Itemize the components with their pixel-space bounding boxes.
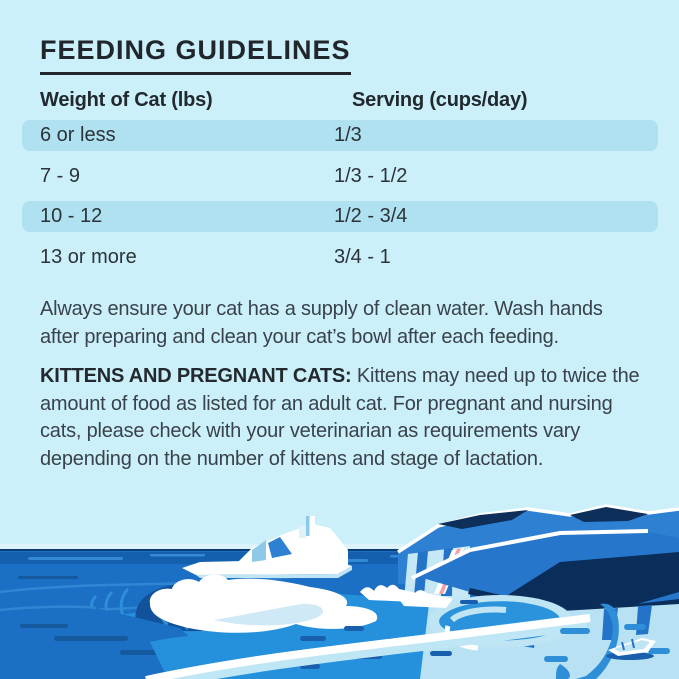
table-row <box>22 161 658 192</box>
table-header <box>40 89 639 112</box>
table-row <box>22 120 658 151</box>
note-line: amount of food as listed for an adult cat. For pregnant and nursing <box>40 392 613 415</box>
weight-cell: 7 - 9 <box>40 164 81 187</box>
note-line: after preparing and clean your cat’s bowl after each feeding. <box>40 325 559 348</box>
page-title: FEEDING GUIDELINES <box>40 36 351 75</box>
note-line-rest: Kittens may need up to twice the <box>351 365 640 387</box>
note-line: cats, please check with your veterinarian as requirements vary <box>40 420 581 442</box>
serving-cell: 1/3 - 1/2 <box>334 164 408 187</box>
serving-cell: 1/3 <box>334 124 362 146</box>
col-header-weight: Weight of Cat (lbs) <box>40 89 213 111</box>
serving-cell: 3/4 - 1 <box>334 246 391 269</box>
weight-cell: 10 - 12 <box>40 205 103 228</box>
weight-cell: 6 or less <box>40 124 116 146</box>
note-line <box>40 363 649 391</box>
note-kittens-label: KITTENS AND PREGNANT CATS: <box>40 365 352 387</box>
weight-cell: 13 or more <box>40 246 137 269</box>
note-kittens-pregnant <box>40 363 649 473</box>
col-header-serving: Serving (cups/day) <box>352 89 528 111</box>
serving-cell: 1/2 - 3/4 <box>334 205 408 228</box>
coastal-illustration <box>0 488 679 679</box>
note-clean-water <box>40 296 649 351</box>
note-line: depending on the number of kittens and stage of lactation. <box>40 447 544 470</box>
table-row <box>22 242 658 273</box>
feeding-table <box>22 120 658 283</box>
table-row <box>22 201 658 232</box>
note-line: Always ensure your cat has a supply of clean water. Wash hands <box>40 298 603 320</box>
